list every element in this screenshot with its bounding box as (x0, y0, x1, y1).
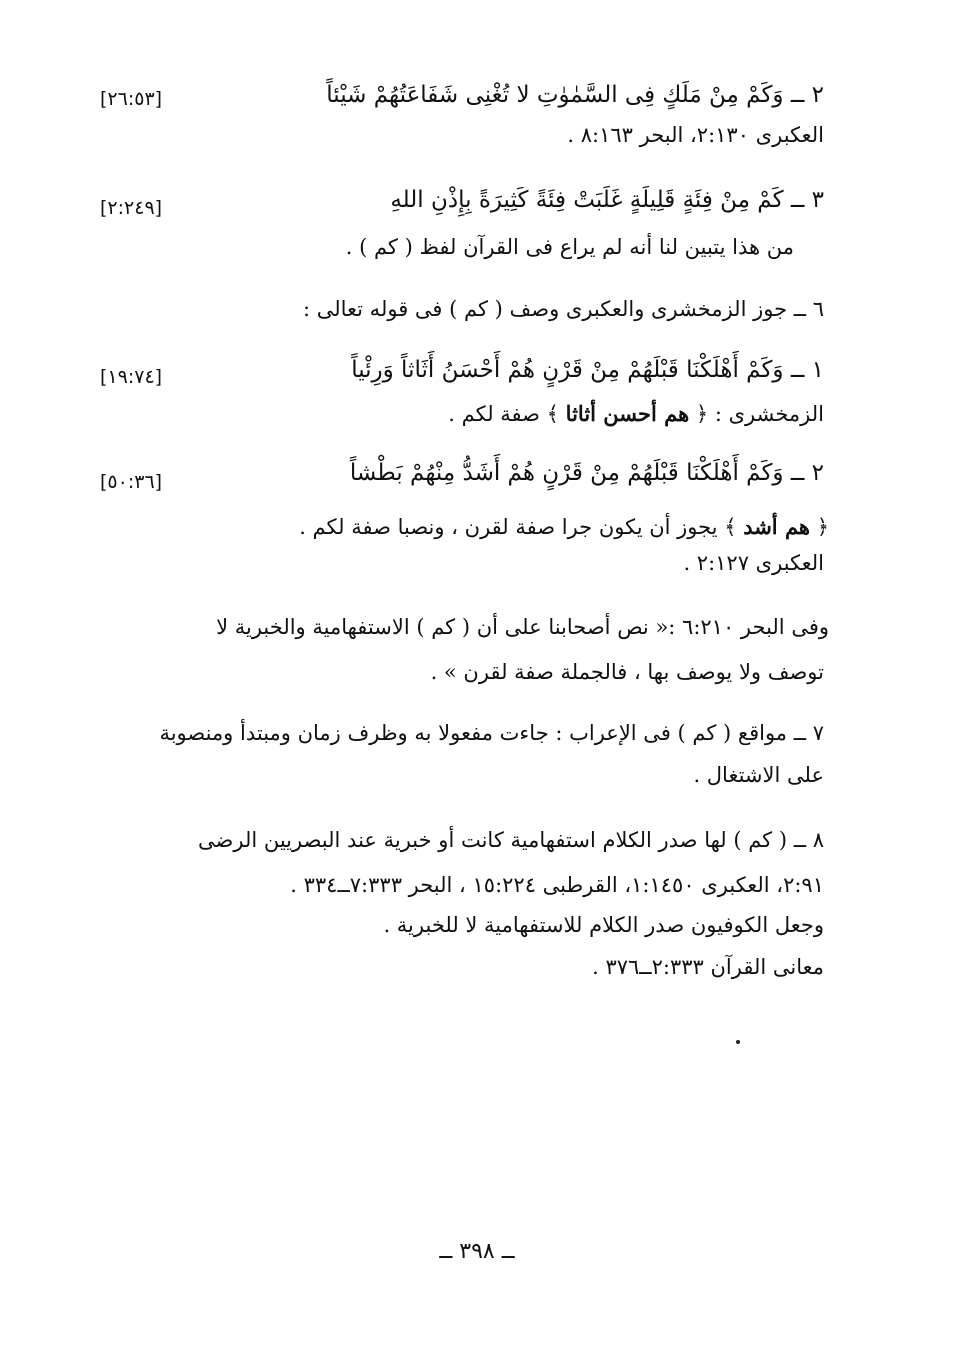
citation-line: العكبرى ٢:١٢٧ . (683, 551, 824, 575)
commentary-line-2 (100, 512, 829, 542)
stray-dot (736, 1040, 740, 1044)
quoted-phrase: هم أحسن أثاثا (565, 401, 690, 426)
verse-line-6-2: ٢ ــ وَكَمْ أَهْلَكْنَا قَبْلَهُمْ مِنْ قَرْنٍ هُمْ أَشَدُّ مِنْهُمْ بَطْشاً (349, 460, 824, 486)
paragraph-line: توصف ولا يوصف بها ، فالجملة صفة لقرن » . (430, 660, 824, 684)
page-number: ــ ٣٩٨ ــ (439, 1239, 515, 1264)
verse-line-3: ٣ ــ كَمْ مِنْ فِئَةٍ قَلِيلَةٍ غَلَبَتْ فِئَةً كَثِيرَةً بِإِذْنِ اللهِ (390, 187, 824, 213)
paragraph-line: على الاشتغال . (693, 763, 824, 787)
verse-reference-1: [٢٦:٥٣] (100, 88, 163, 110)
commentary-prefix: ﴿ (810, 515, 829, 539)
commentary-prefix: الزمخشرى : ﴿ (689, 402, 824, 426)
section-heading-7: ٧ ــ مواقع ( كم ) فى الإعراب : جاءت مفعولا به وظرف زمان ومبتدأ ومنصوبة (159, 721, 824, 745)
section-heading-8: ٨ ــ ( كم ) لها صدر الكلام استفهامية كانت أو خبرية عند البصريين الرضى (198, 828, 824, 852)
commentary-suffix: ﴾ صفة لكم . (448, 402, 566, 426)
citation-line: معانى القرآن ٢:٣٣٣ــ٣٧٦ . (592, 955, 824, 979)
section-heading-6: ٦ ــ جوز الزمخشرى والعكبرى وصف ( كم ) فى قوله تعالى : (302, 297, 824, 321)
verse-line-1: ٢ ــ وَكَمْ مِنْ مَلَكٍ فِى السَّمٰوٰتِ لا تُغْنِى شَفَاعَتُهُمْ شَيْئاً (326, 82, 824, 108)
commentary-suffix: ﴾ يجوز أن يكون جرا صفة لقرن ، ونصبا صفة لكم . (299, 515, 744, 539)
commentary-line (100, 399, 824, 429)
citation-line: العكبرى ٢:١٣٠، البحر ٨:١٦٣ . (567, 123, 824, 147)
citation-line: ٢:٩١، العكبرى ١:١٤٥٠، القرطبى ١٥:٢٢٤ ، البحر ٧:٣٣٣ــ٣٣٤ . (290, 873, 824, 897)
verse-line-6-1: ١ ــ وَكَمْ أَهْلَكْنَا قَبْلَهُمْ مِنْ قَرْنٍ هُمْ أَحْسَنُ أَثَاثاً وَرِئْياً (351, 357, 824, 383)
quoted-phrase: هم أشد (743, 514, 811, 539)
body-text-line: من هذا يتبين لنا أنه لم يراع فى القرآن لفظ ( كم ) . (345, 235, 794, 259)
verse-reference-6-2: [٥٠:٣٦] (100, 471, 163, 493)
verse-reference-3: [٢:٢٤٩] (100, 197, 163, 219)
verse-reference-6-1: [١٩:٧٤] (100, 366, 163, 388)
paragraph-line: وفى البحر ٦:٢١٠ :« نص أصحابنا على أن ( كم ) الاستفهامية والخبرية لا (216, 615, 829, 639)
paragraph-line: وجعل الكوفيون صدر الكلام للاستفهامية لا للخبرية . (383, 913, 824, 937)
